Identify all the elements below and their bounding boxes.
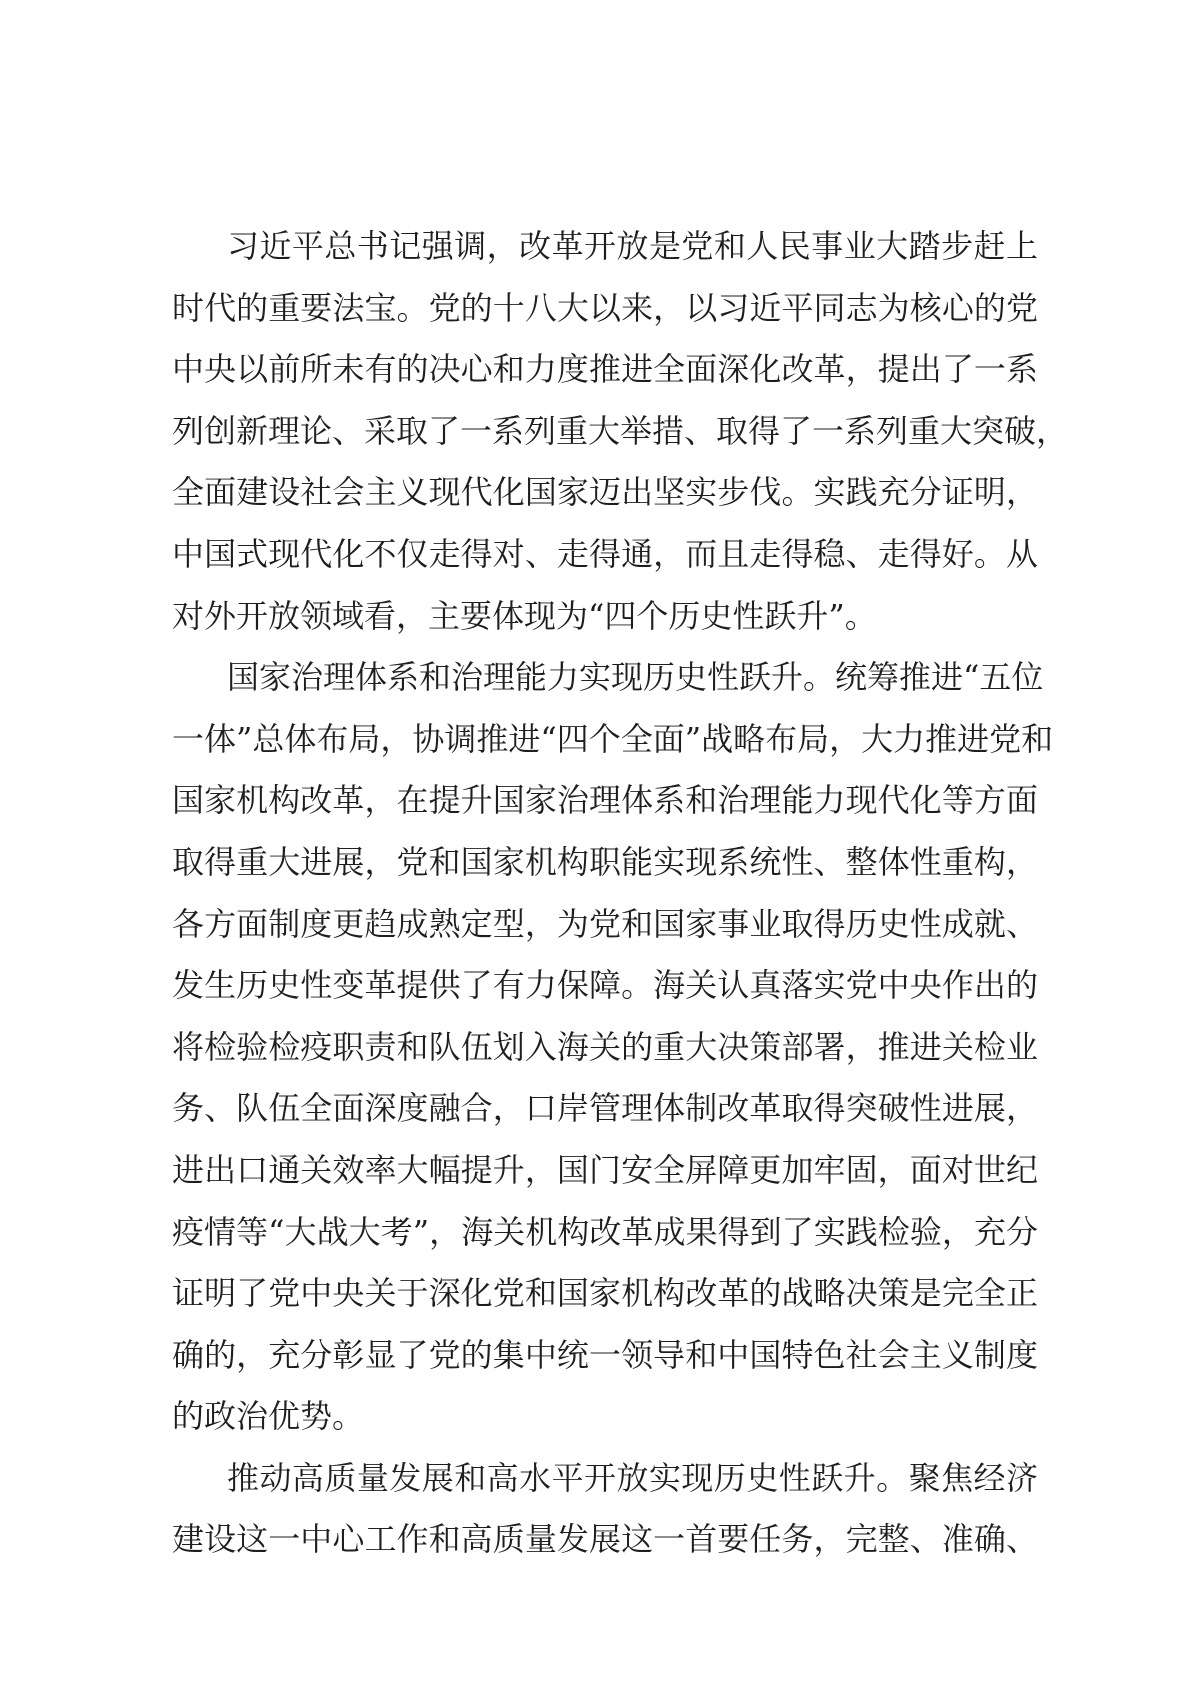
text-line: 将检验检疫职责和队伍划入海关的重大决策部署，推进关检业 xyxy=(172,1027,1038,1066)
text-line: 取得重大进展，党和国家机构职能实现系统性、整体性重构， xyxy=(172,842,1038,881)
text-line: 建设这一中心工作和高质量发展这一首要任务，完整、准确、 xyxy=(172,1520,1038,1559)
text-line: 列创新理论、采取了一系列重大举措、取得了一系列重大突破， xyxy=(172,411,1069,450)
body-text xyxy=(172,216,1069,1571)
text-line: 国家治理体系和治理能力实现历史性跃升。统筹推进“五位 xyxy=(227,658,1044,697)
text-line: 国家机构改革，在提升国家治理体系和治理能力现代化等方面 xyxy=(172,781,1038,820)
text-line: 全面建设社会主义现代化国家迈出坚实步伐。实践充分证明， xyxy=(172,473,1038,512)
text-line: 时代的重要法宝。党的十八大以来，以习近平同志为核心的党 xyxy=(172,288,1038,327)
text-line: 进出口通关效率大幅提升，国门安全屏障更加牢固，面对世纪 xyxy=(172,1150,1038,1189)
text-line: 中国式现代化不仅走得对、走得通，而且走得稳、走得好。从 xyxy=(172,534,1038,573)
text-line: 中央以前所未有的决心和力度推进全面深化改革，提出了一系 xyxy=(172,350,1038,389)
paragraph-1 xyxy=(172,216,1069,647)
paragraph-2 xyxy=(172,647,1054,1448)
text-line: 确的，充分彰显了党的集中统一领导和中国特色社会主义制度 xyxy=(172,1335,1038,1374)
text-line: 推动高质量发展和高水平开放实现历史性跃升。聚焦经济 xyxy=(227,1458,1038,1497)
text-line: 疫情等“大战大考”，海关机构改革成果得到了实践检验，充分 xyxy=(172,1212,1038,1251)
text-line: 的政治优势。 xyxy=(172,1397,365,1436)
text-line: 各方面制度更趋成熟定型，为党和国家事业取得历史性成就、 xyxy=(172,904,1038,943)
text-line: 务、队伍全面深度融合，口岸管理体制改革取得突破性进展， xyxy=(172,1089,1038,1128)
text-line: 一体”总体布局，协调推进“四个全面”战略布局，大力推进党和 xyxy=(172,719,1054,758)
text-line: 对外开放领域看，主要体现为“四个历史性跃升”。 xyxy=(172,596,877,635)
text-line: 发生历史性变革提供了有力保障。海关认真落实党中央作出的 xyxy=(172,966,1038,1005)
text-line: 习近平总书记强调，改革开放是党和人民事业大踏步赶上 xyxy=(227,227,1038,265)
text-line: 证明了党中央关于深化党和国家机构改革的战略决策是完全正 xyxy=(172,1274,1038,1313)
paragraph-3 xyxy=(172,1448,1038,1571)
